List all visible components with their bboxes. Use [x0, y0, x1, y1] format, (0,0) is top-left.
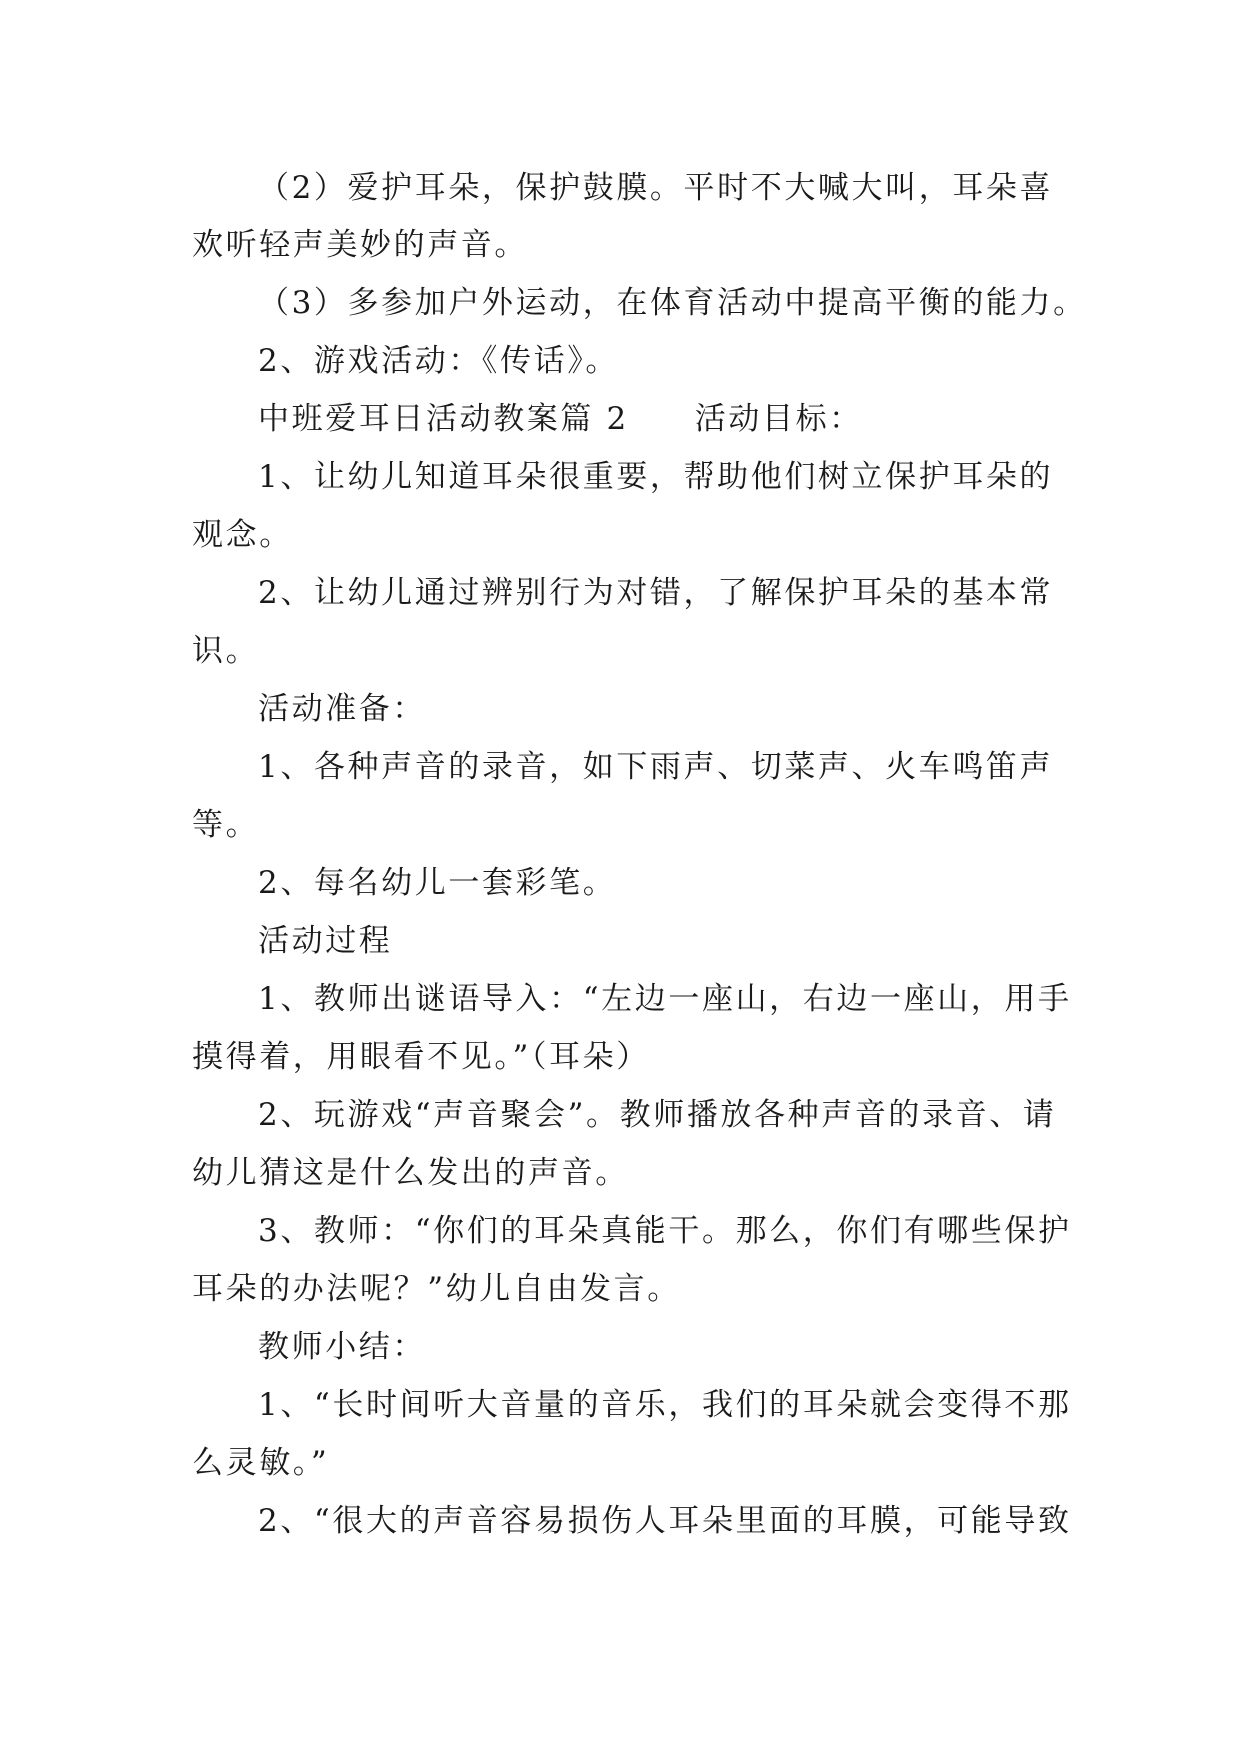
paragraph-line: 么灵敏。”: [192, 1445, 330, 1481]
paragraph-line: （2）爱护耳朵，保护鼓膜。平时不大喊大叫，耳朵喜: [258, 170, 1054, 206]
paragraph-line: （3）多参加户外运动，在体育活动中提高平衡的能力。: [258, 285, 1087, 321]
section-subtitle: 活动目标：: [694, 401, 863, 437]
paragraph-line: 识。: [192, 633, 260, 669]
paragraph-line: 1、各种声音的录音，如下雨声、切菜声、火车鸣笛声: [258, 749, 1054, 785]
paragraph-line: 2、每名幼儿一套彩笔。: [258, 865, 617, 901]
paragraph-line: 耳朵的办法呢？”幼儿自由发言。: [192, 1271, 681, 1307]
paragraph-line: 3、教师：“你们的耳朵真能干。那么，你们有哪些保护: [258, 1213, 1072, 1249]
paragraph-line: 1、教师出谜语导入：“左边一座山，右边一座山，用手: [258, 981, 1072, 1017]
paragraph-line: 等。: [192, 807, 260, 843]
subheading-line: 活动过程: [258, 923, 393, 959]
section-heading: [258, 399, 863, 439]
subheading-line: 活动准备：: [258, 691, 426, 727]
subheading-line: 教师小结：: [258, 1329, 426, 1365]
section-title: 中班爱耳日活动教案篇 2: [258, 401, 629, 437]
paragraph-line: 1、“长时间听大音量的音乐，我们的耳朵就会变得不那: [258, 1387, 1072, 1423]
paragraph-line: 2、“很大的声音容易损伤人耳朵里面的耳膜，可能导致: [258, 1503, 1072, 1539]
paragraph-line: 摸得着，用眼看不见。”（耳朵）: [192, 1039, 650, 1075]
paragraph-line: 1、让幼儿知道耳朵很重要，帮助他们树立保护耳朵的: [258, 459, 1054, 495]
paragraph-line: 观念。: [192, 517, 293, 553]
paragraph-line: 2、玩游戏“声音聚会”。教师播放各种声音的录音、请: [258, 1097, 1057, 1133]
paragraph-line: 2、让幼儿通过辨别行为对错，了解保护耳朵的基本常: [258, 575, 1054, 611]
paragraph-line: 2、游戏活动：《传话》。: [258, 343, 619, 379]
paragraph-line: 幼儿猜这是什么发出的声音。: [192, 1155, 629, 1191]
paragraph-line: 欢听轻声美妙的声音。: [192, 227, 528, 263]
